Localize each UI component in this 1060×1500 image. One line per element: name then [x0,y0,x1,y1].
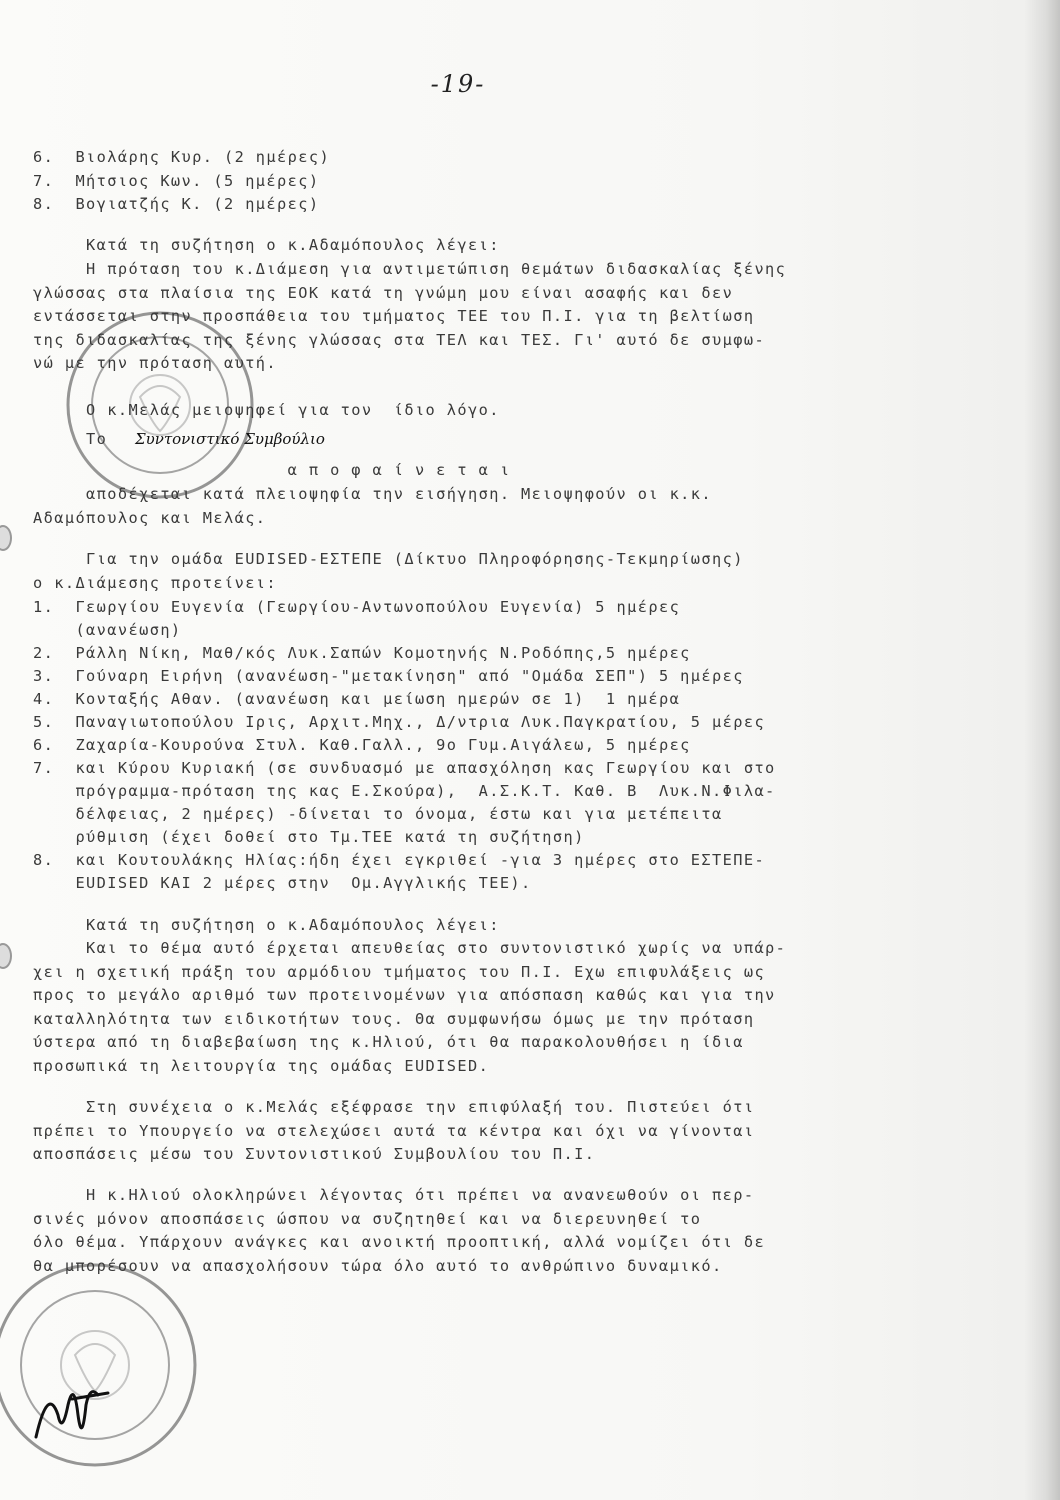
text-line: ύστερα από τη διαβεβαίωση της κ.Ηλιού, ότι θα παρακολουθήσει η ίδια [33,1033,744,1051]
text-line: της διδασκαλίας της ξένης γλώσσας στα ΤΕΛ και ΤΕΣ. Γι' αυτό δε συμφω- [33,331,766,349]
list-item: 1. Γεωργίου Ευγενία (Γεωργίου-Αντωνοπούλου Ευγενία) 5 ημέρες [33,598,681,616]
punch-hole [0,525,12,551]
list-item: 7. και Κύρου Κυριακή (σε συνδυασμό με απασχόληση κας Γεωργίου και στο [33,759,776,777]
text-line: Η κ.Ηλιού ολοκληρώνει λέγοντας ότι πρέπει να ανανεωθούν οι περ- [33,1186,755,1204]
text-line: προς το μεγάλο αριθμό των προτεινομένων για απόσπαση καθώς και για την [33,986,776,1004]
list-item: 8. και Κουτουλάκης Ηλίας:ήδη έχει εγκριθεί -για 3 ημέρες στο ΕΣΤΕΠΕ- [33,851,766,869]
text-line: 7. Μήτσιος Κων. (5 ημέρες) [33,172,320,190]
decision-heading: α π ο φ α ί ν ε τ α ι [33,461,511,479]
list-item: 5. Παναγιωτοπούλου Ιρις, Αρχιτ.Μηχ., Δ/ντρια Λυκ.Παγκρατίου, 5 μέρες [33,713,766,731]
punch-hole [0,943,12,969]
text-line: Και το θέμα αυτό έρχεται απευθείας στο συντονιστικό χωρίς να υπάρ- [33,939,787,957]
text-line: θα μπορέσουν να απασχολήσουν τώρα όλο αυτό το ανθρώπινο δυναμικό. [33,1257,723,1275]
text-line: αποσπάσεις μέσω του Συντονιστικού Συμβουλίου του Π.Ι. [33,1145,596,1163]
text-line: ο κ.Διάμεσης προτείνει: [33,574,278,592]
text-line: χει η σχετική πράξη του αρμόδιου τμήματος του Π.Ι. Εχω επιφυλάξεις ως [33,963,766,981]
text-line: Αδαμόπουλος και Μελάς. [33,509,267,527]
text-line: Η πρόταση του κ.Διάμεση για αντιμετώπιση θεμάτων διδασκαλίας ξένης [33,260,787,278]
list-item: 3. Γούναρη Ειρήνη (ανανέωση-"μετακίνηση" από "Ομάδα ΣΕΠ") 5 ημέρες [33,667,744,685]
handwritten-signature [28,1375,118,1455]
text-line: αποδέχεται κατά πλειοψηφία την εισήγηση. Μειοψηφούν οι κ.κ. [33,485,713,503]
text-line: γλώσσας στα πλαίσια της ΕΟΚ κατά τη γνώμη μου είναι ασαφής και δεν [33,284,734,302]
text-line: όλο θέμα. Υπάρχουν ανάγκες και ανοικτή προοπτική, αλλά νομίζει ότι δε [33,1233,766,1251]
list-item: (ανανέωση) [33,621,182,639]
list-item: δέλφειας, 2 ημέρες) -δίνεται το όνομα, έστω και για μετέπειτα [33,805,723,823]
text-line: Κατά τη συζήτηση ο κ.Αδαμόπουλος λέγει: [33,916,500,934]
text-line: Στη συνέχεια ο κ.Μελάς εξέφρασε την επιφύλαξή του. Πιστεύει ότι [33,1098,755,1116]
text-line: 6. Βιολάρης Κυρ. (2 ημέρες) [33,148,331,166]
list-item: EUDISED ΚΑΙ 2 μέρες στην Ομ.Αγγλικής ΤΕΕ). [33,874,532,892]
text-line: Για την ομάδα EUDISED-ΕΣΤΕΠΕ (Δίκτυο Πληροφόρησης-Τεκμηρίωσης) [33,550,744,568]
text-line: νώ με την πρόταση αυτή. [33,354,278,372]
text-line: σινές μόνον αποσπάσεις ώσπου να συζητηθεί και να διερευνηθεί το [33,1210,702,1228]
text-line: πρέπει το Υπουργείο να στελεχώσει αυτά τα κέντρα και όχι να γίνονται [33,1122,755,1140]
text-line: εντάσσεται στην προσπάθεια του τμήματος ΤΕΕ του Π.Ι. για τη βελτίωση [33,307,755,325]
scan-edge-shadow [1024,0,1060,1500]
page-number: -19- [430,70,486,98]
text-line: Ο κ.Μελάς μειοψηφεί για τον ίδιο λόγο. [33,401,500,419]
list-item: πρόγραμμα-πρόταση της κας Ε.Σκούρα), Α.Σ.Κ.Τ. Καθ. Β Λυκ.Ν.Φιλα- [33,782,776,800]
text-line: Κατά τη συζήτηση ο κ.Αδαμόπουλος λέγει: [33,236,500,254]
text-line: 8. Βογιατζής Κ. (2 ημέρες) [33,195,320,213]
list-item: 6. Ζαχαρία-Κουρούνα Στυλ. Καθ.Γαλλ., 9ο Γυμ.Αιγάλεω, 5 ημέρες [33,736,691,754]
list-item: 4. Κονταξής Αθαν. (ανανέωση και μείωση ημερών σε 1) 1 ημέρα [33,690,681,708]
handwritten-note: Συντονιστικό Συμβούλιο [135,430,325,448]
text-line: καταλληλότητα των ειδικοτήτων τους. Θα συμφωνήσω όμως με την πρόταση [33,1010,755,1028]
text-line: Το [33,430,108,448]
text-line: προσωπικά τη λειτουργία της ομάδας EUDISED. [33,1057,490,1075]
list-item: ρύθμιση (έχει δοθεί στο Τμ.ΤΕΕ κατά τη συζήτηση) [33,828,585,846]
list-item: 2. Ράλλη Νίκη, Μαθ/κός Λυκ.Σαπών Κομοτηνής Ν.Ροδόπης,5 ημέρες [33,644,691,662]
